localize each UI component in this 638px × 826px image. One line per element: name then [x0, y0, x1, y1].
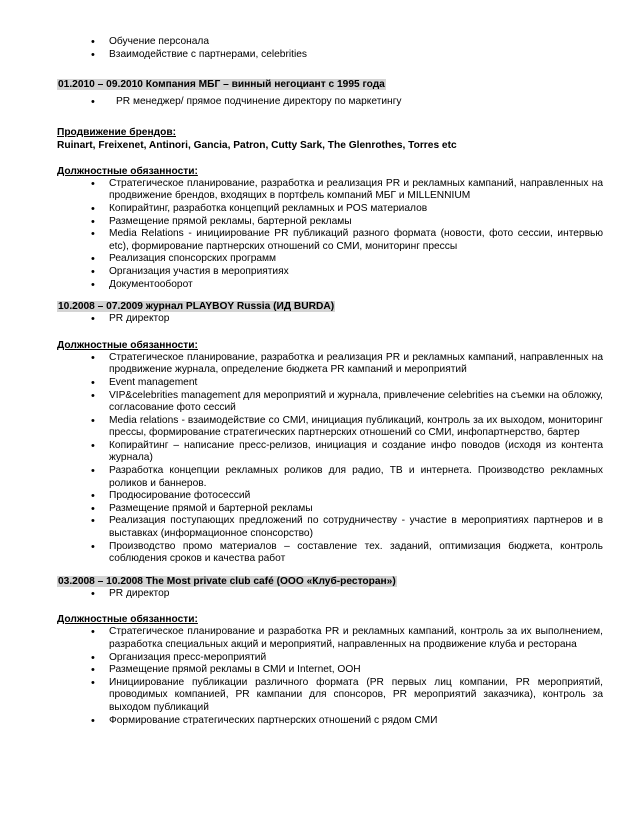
list-item: • Реализация поступающих предложений по сотрудничеству - участие в мероприятиях партнеров и в выставках (информационное спонсорство) [57, 515, 603, 540]
list-item: • Реализация спонсорских программ [57, 253, 603, 266]
list-item: • VIP&celebrities management для мероприятий и журнала, привлечение celebrities на съемки на обложку, согласование фото сессий [57, 390, 603, 415]
duties-list [57, 626, 603, 727]
job-role: • PR директор [57, 588, 603, 601]
list-item: • Организация участия в мероприятиях [57, 266, 603, 279]
list-item: • Обучение персонала [57, 36, 603, 49]
intro-list [57, 36, 603, 61]
resume-page [57, 36, 603, 727]
list-item: • Стратегическое планирование, разработка и реализация PR и рекламных кампаний, направленных на продвижение брендов, входящих в портфель компаний МБГ и MILLENNIUM [57, 178, 603, 203]
role-list [57, 588, 603, 601]
role-list [57, 313, 603, 326]
brands-label: Продвижение брендов: [57, 126, 176, 138]
list-item: • Стратегическое планирование и разработка PR и рекламных кампаний, контроль за их выполнением, разработка специальных акций и мероприятий, направленных на продвижение клуба и ресторана [57, 626, 603, 651]
list-item: • Продюсирование фотосессий [57, 490, 603, 503]
duties-label: Должностные обязанности: [57, 339, 198, 351]
role-list [57, 96, 603, 109]
list-item: • Организация пресс-мероприятий [57, 652, 603, 665]
brands-list: Ruinart, Freixenet, Antinori, Gancia, Patron, Cutty Sark, The Glenrothes, Torres etc [57, 139, 457, 151]
list-item: • Инициирование публикации различного формата (PR первых лиц компании, PR мероприятий, проводимых компанией, PR кампании для спонсоров, PR мероприятий заказчика), контроль за выходом публикаций [57, 677, 603, 715]
list-item: • Стратегическое планирование, разработка и реализация PR и рекламных кампаний, направленных на продвижение журнала, определение бюджета PR кампаний и мероприятий [57, 352, 603, 377]
duties-list [57, 178, 603, 291]
duties-list [57, 352, 603, 566]
list-item: • Разработка концепции рекламных роликов для радио, ТВ и интернета. Производство рекламных роликов и баннеров. [57, 465, 603, 490]
list-item: • Формирование стратегических партнерских отношений с рядом СМИ [57, 715, 603, 728]
list-item: • Копирайтинг, разработка концепций рекламных и POS материалов [57, 203, 603, 216]
job-role: • PR директор [57, 313, 603, 326]
job-period-mbg: 01.2010 – 09.2010 Компания МБГ – винный негоциант с 1995 года [58, 79, 385, 91]
duties-label: Должностные обязанности: [57, 165, 198, 177]
list-item: • Копирайтинг – написание пресс-релизов, инициация и создание инфо поводов (исходя из контента журнала) [57, 440, 603, 465]
list-item: • Взаимодействие с партнерами, celebrities [57, 49, 603, 62]
list-item: • Event management [57, 377, 603, 390]
list-item: • Размещение прямой рекламы в СМИ и Internet, OOH [57, 664, 603, 677]
list-item: • Размещение прямой и бартерной рекламы [57, 503, 603, 516]
list-item: • Производство промо материалов – составление тех. заданий, оптимизация бюджета, контроль соблюдения сроков и качества работ [57, 541, 603, 566]
duties-label: Должностные обязанности: [57, 614, 198, 626]
list-item: • Документооборот [57, 279, 603, 292]
list-item: • Размещение прямой рекламы, бартерной рекламы [57, 216, 603, 229]
job-period-playboy: 10.2008 – 07.2009 журнал PLAYBOY Russia (ИД BURDA) [58, 301, 335, 313]
job-role: • PR менеджер/ прямое подчинение директору по маркетингу [57, 96, 603, 109]
job-period-club: 03.2008 – 10.2008 The Most private club café (ООО «Клуб-ресторан») [58, 575, 396, 587]
list-item: • Media relations - взаимодействие со СМИ, инициация публикаций, контроль за их выходом, мониторинг прессы, формирование стратегических партнерских отношений со СМИ, инфопартнерство, бартер [57, 415, 603, 440]
list-item: • Media Relations - инициирование PR публикаций разного формата (новости, фото сессии, интервью etc), формирование партнерских отношений со СМИ, мониторинг прессы [57, 228, 603, 253]
